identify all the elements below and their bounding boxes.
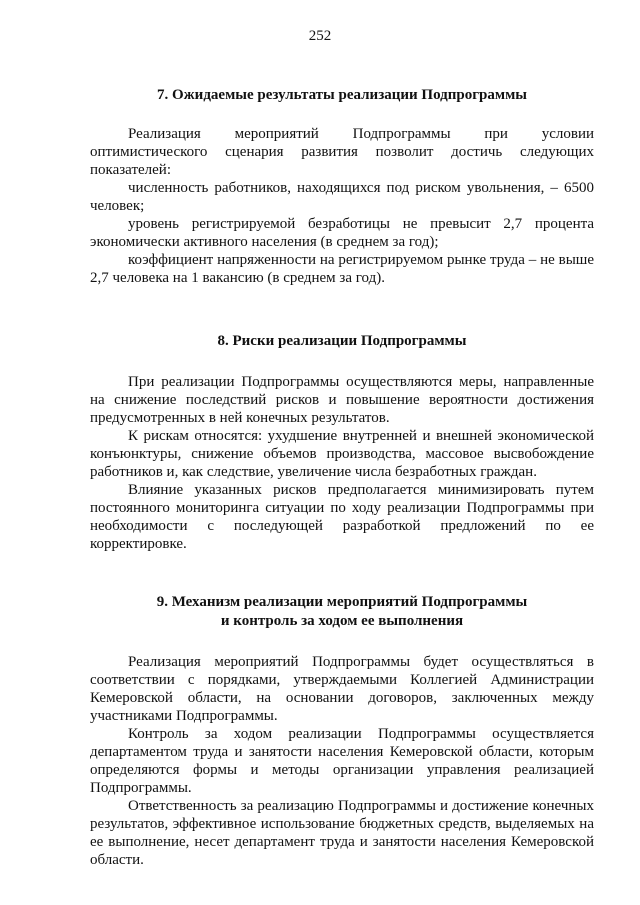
section-7-paragraph-1: Реализация мероприятий Подпрограммы при условии оптимистического сценария развития позволит достичь следующих показателей:: [90, 126, 594, 178]
section-7-paragraph-2: численность работников, находящихся под риском увольнения, – 6500 человек;: [90, 180, 594, 214]
section-8-paragraph-2: К рискам относятся: ухудшение внутренней и внешней экономической конъюнктуры, снижение объемов производства, массовое высвобождение работников и, как следствие, увеличение числа безработных граждан.: [90, 428, 594, 480]
section-7-title: 7. Ожидаемые результаты реализации Подпрограммы: [156, 87, 528, 103]
section-9-title-line-1: 9. Механизм реализации мероприятий Подпрограммы: [156, 594, 528, 610]
section-7-paragraph-4: коэффициент напряженности на регистрируемом рынке труда – не выше 2,7 человека на 1 вакансию (в среднем за год).: [90, 252, 594, 286]
section-8-paragraph-3: Влияние указанных рисков предполагается минимизировать путем постоянного мониторинга ситуации по ходу реализации Подпрограммы при необходимости с последующей разработкой предложений по ее корректировке.: [90, 482, 594, 552]
section-8-paragraph-1: При реализации Подпрограммы осуществляются меры, направленные на снижение последствий рисков и повышение вероятности достижения предусмотренных в ней конечных результатов.: [90, 374, 594, 426]
section-8-title: 8. Риски реализации Подпрограммы: [217, 333, 467, 349]
section-9-paragraph-1: Реализация мероприятий Подпрограммы будет осуществляться в соответствии с порядками, утверждаемыми Коллегией Администрации Кемеровской области, на основании договоров, заключенных между участниками Подпрограммы.: [90, 654, 594, 724]
section-9-title-line-2: и контроль за ходом ее выполнения: [220, 613, 464, 629]
section-9-title: [90, 593, 594, 631]
document-body: [90, 86, 594, 869]
section-9-paragraph-3: Ответственность за реализацию Подпрограммы и достижение конечных результатов, эффективное использование бюджетных средств, выделяемых на ее выполнение, несет департамент труда и занятости населения Кемеровской области.: [90, 798, 594, 868]
page-number: 252: [308, 28, 332, 44]
section-7-paragraph-3: уровень регистрируемой безработицы не превысит 2,7 процента экономически активного населения (в среднем за год);: [90, 216, 594, 250]
section-9-paragraph-2: Контроль за ходом реализации Подпрограммы осуществляется департаментом труда и занятости населения Кемеровской области, которым определяются формы и методы организации управления реализацией Подпрограммы.: [90, 726, 594, 796]
